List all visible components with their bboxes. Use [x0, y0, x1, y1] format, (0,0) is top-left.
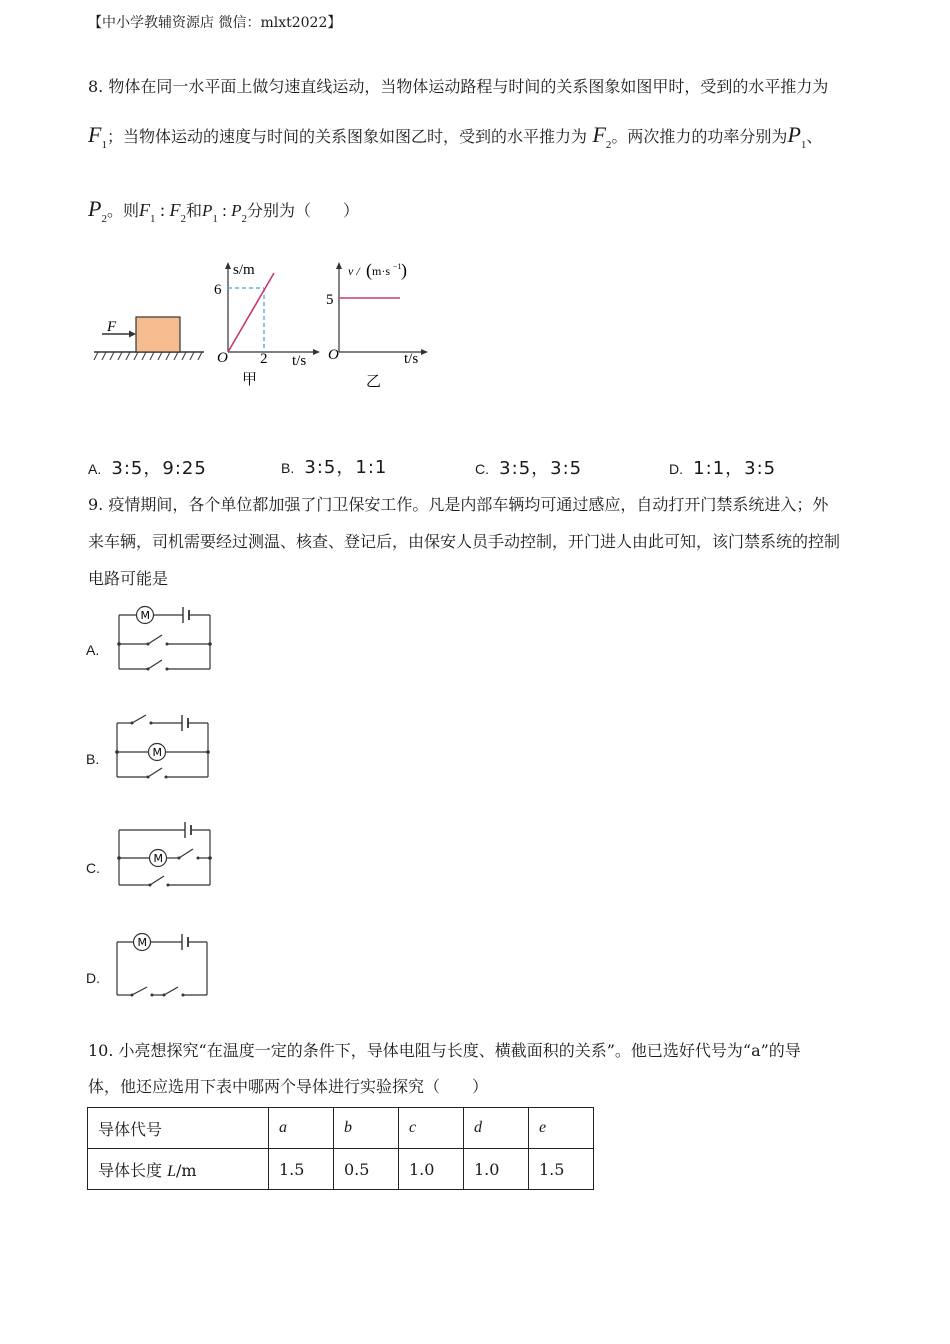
block-diagram [94, 317, 204, 360]
q9-option-d-label: D. [86, 970, 100, 986]
q8-ratio-P: $P_1$ : $P_2$ [202, 201, 248, 225]
jia-data-line [228, 273, 274, 352]
yi-yunit: m·s [372, 264, 390, 278]
q8-option-d: D. 1:1，3:5 [669, 458, 777, 479]
table-cell: a [269, 1108, 334, 1149]
q9-option-c-label: C. [86, 860, 100, 876]
table-cell: d [464, 1108, 529, 1149]
q9-line3: 电路可能是 [88, 569, 169, 588]
q8-P2: $P_2$ [88, 196, 107, 225]
block [136, 317, 180, 352]
table-row [88, 1149, 594, 1190]
q10-line1: 10. 小亮想探究“在温度一定的条件下，导体电阻与长度、横截面积的关系”。他已选好代号为“a”的导 [88, 1041, 801, 1060]
conductor-table [87, 1107, 594, 1190]
jia-xlabel: t/s [292, 353, 307, 369]
q9-line2: 来车辆，司机需要经过测温、核查、登记后，由保安人员手动控制，开门进人由此可知，该门禁系统的控制 [88, 532, 841, 551]
yi-xlabel: t/s [404, 351, 419, 367]
q8-line1: 8. 物体在同一水平面上做匀速直线运动，当物体运动路程与时间的关系图象如图甲时，受到的水平推力为 [88, 77, 829, 96]
table-cell: 1.0 [399, 1149, 464, 1190]
yi-origin: O [328, 347, 339, 363]
yi-caption: 乙 [366, 372, 382, 390]
q8-ratio-F: $F_1$ : $F_2$ [138, 200, 186, 225]
jia-xtick: 2 [260, 351, 268, 367]
q8-figure [86, 252, 446, 397]
q8-option-b: B. 3:5，1:1 [281, 457, 388, 478]
yi-ylabel: v / [348, 264, 360, 278]
q8-P1: $P_1$ [787, 122, 807, 151]
q10-line2: 体，他还应选用下表中哪两个导体进行实验探究（ ） [88, 1077, 489, 1096]
q8-F2: $F_2$ [592, 122, 612, 151]
svg-text:M: M [137, 936, 147, 949]
table-cell: b [334, 1108, 399, 1149]
table-cell: 0.5 [334, 1149, 399, 1190]
yi-ytick: 5 [326, 292, 334, 308]
q8-option-c: C. 3:5，3:5 [475, 458, 583, 479]
table-row [88, 1108, 594, 1149]
q8-then: 。则 [106, 201, 139, 220]
table-cell: 导体长度 L/m [88, 1149, 269, 1190]
table-cell: c [399, 1108, 464, 1149]
q9-line1: 9. 疫情期间，各个单位都加强了门卫保安工作。凡是内部车辆均可通过感应，自动打开门禁系统进入；外 [88, 495, 829, 514]
svg-text:M: M [152, 746, 162, 759]
q8-and: 和 [185, 201, 202, 220]
graph-jia [214, 262, 320, 388]
q8-line2-a: ；当物体运动的速度与时间的关系图象如图乙时，受到的水平推力为 [106, 127, 587, 146]
svg-text:(: ( [366, 260, 372, 280]
table-cell: 1.0 [464, 1149, 529, 1190]
jia-ytick: 6 [214, 282, 222, 298]
q8-comma: 、 [806, 127, 823, 146]
q8-line2 [88, 124, 822, 160]
q8-tail: 分别为（ ） [247, 201, 360, 220]
yi-yexp: −1 [393, 262, 402, 271]
table-cell: 导体代号 [88, 1108, 269, 1149]
q8-option-a: A. 3:5，9:25 [88, 458, 207, 479]
jia-caption: 甲 [242, 370, 258, 388]
jia-ylabel: s/m [233, 262, 255, 278]
jia-origin: O [217, 350, 228, 366]
q9-option-a-label: A. [86, 642, 100, 658]
q9-option-b-label: B. [86, 751, 100, 767]
circuit-c [112, 820, 218, 890]
graph-yi [326, 260, 428, 390]
svg-text:M: M [140, 609, 150, 622]
svg-text:M: M [153, 852, 163, 865]
circuit-a [112, 604, 218, 674]
force-label: F [107, 319, 117, 335]
svg-text:): ) [401, 260, 407, 280]
circuit-b [110, 712, 216, 782]
q8-line2-b: 。两次推力的功率分别为 [611, 127, 788, 146]
table-cell: 1.5 [269, 1149, 334, 1190]
table-cell: 1.5 [529, 1149, 594, 1190]
circuit-d [110, 930, 216, 1000]
table-cell: e [529, 1108, 594, 1149]
q8-line3 [88, 198, 359, 234]
q8-F1: $F_1$ [88, 122, 107, 151]
page-header: 【中小学教辅资源店 微信：mlxt2022】 [88, 15, 342, 31]
